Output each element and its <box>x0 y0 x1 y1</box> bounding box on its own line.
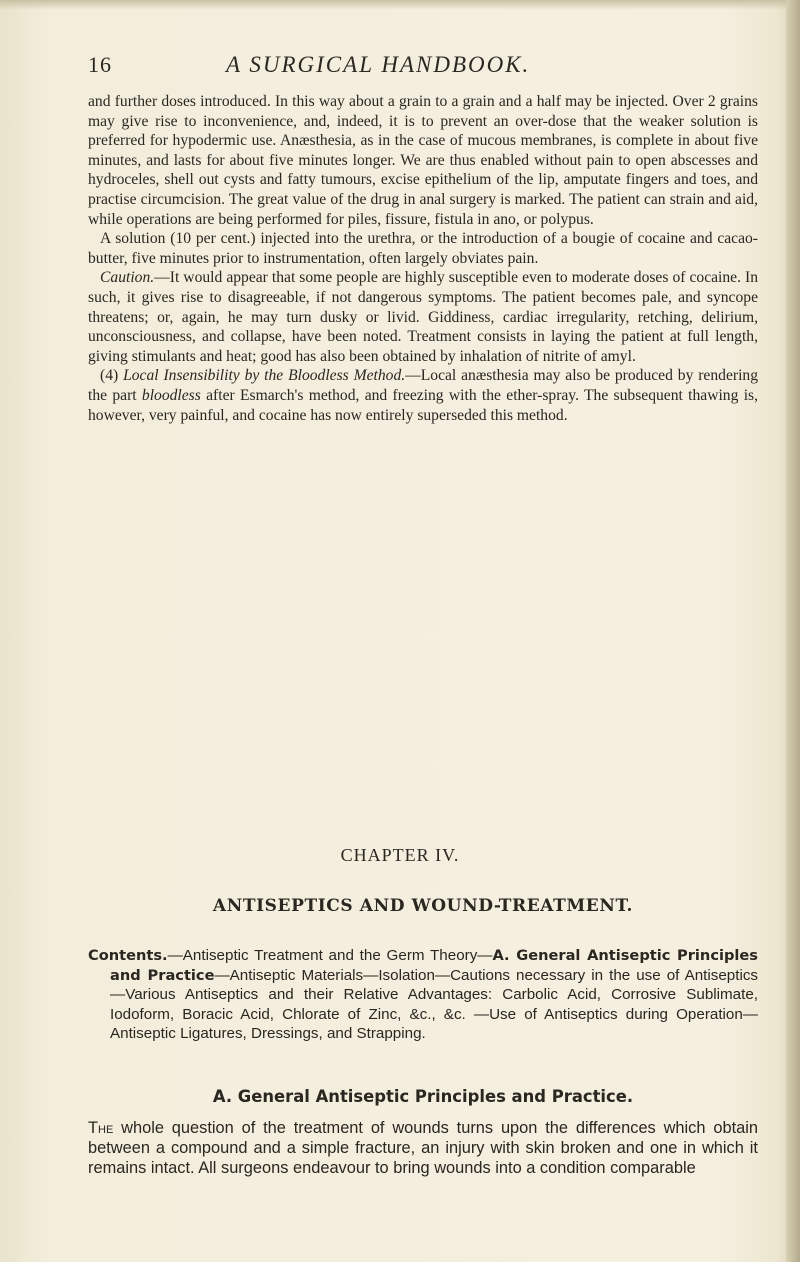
body-text <box>88 92 758 425</box>
caution-lead: Caution. <box>100 269 155 287</box>
chapter-contents: Contents.—Antiseptic Treatment and the Germ Theory—A. General Antiseptic Principles and Practice—Antiseptic Materials—Isolation—Cautions necessary in the use of Antiseptics—Various Antiseptics and their Relative Advantages: Carbolic Acid, Corrosive Sublimate, Iodoform, Boracic Acid, Chlorate of Zinc, &c., &c. —Use of Antiseptics during Operation—Antiseptic Ligatures, Dressings, and Strapping. <box>88 947 759 1043</box>
contents-section-a: A. General Antiseptic Principles and Practice <box>110 947 758 984</box>
page-top-shadow <box>0 0 800 10</box>
paragraph-caution: Caution.—It would appear that some people are highly susceptible even to moderate doses of cocaine. In such, it gives rise to disagreeable, if not dangerous symptoms. The patient becomes pale, and syncope threatens; or, again, he may turn dusky or livid. Giddiness, cardiac irregularity, retching, delirium, unconsciousness, and collapse, have been noted. Treatment consists in laying the patient at full length, giving stimulants and heat; good has also been obtained by inhalation of nitrite of amyl. <box>88 269 758 365</box>
section-subheading: A. General Antiseptic Principles and Practice. <box>212 1087 634 1106</box>
item-number: (4) <box>100 367 119 385</box>
final-paragraph: The whole question of the treatment of wounds turns upon the differences which obtain between a compound and a simple fracture, an injury with skin broken and one in which it remains intact. All surgeons endeavour to bring wounds into a condition comparable <box>88 1119 758 1177</box>
paragraph-urethra: A solution (10 per cent.) injected into the urethra, or the introduction of a bougie of cocaine and cacao-butter, five minutes prior to instrumentation, often largely obviates pain. <box>88 230 758 267</box>
page-number: 16 <box>88 52 112 77</box>
paragraph-continued: and further doses introduced. In this way about a grain to a grain and a half may be injected. Over 2 grains may give rise to inconvenience, and, indeed, it is to prevent an over-dose that the weaker solution is preferred for hypodermic use. Anæsthesia, as in the case of mucous membranes, is complete in about five minutes, and lasts for about five minutes longer. We are thus enabled without pain to open abscesses and hydroceles, shell out cysts and fatty tumours, excise epithelium of the lip, amputate fingers and toes, and practise circumcision. The great value of the drug in anal surgery is marked. The patient can strain and aid, while operations are being performed for piles, fissure, fistula in ano, or polypus. <box>88 93 758 228</box>
bloodless-lead: Local Insensibility by the Bloodless Method. <box>123 367 406 385</box>
contents-label: Contents. <box>88 947 168 964</box>
first-word: The <box>88 1119 114 1137</box>
chapter-heading: ANTISEPTICS AND WOUND-TREATMENT. <box>212 896 634 916</box>
chapter-title: CHAPTER IV. <box>340 845 460 865</box>
running-head: A SURGICAL HANDBOOK. <box>226 52 531 77</box>
paragraph-bloodless-method: (4) Local Insensibility by the Bloodless Method.—Local anæsthesia may also be produced by rendering the part bloodless after Esmarch's method, and freezing with the ether-spray. The subsequent thawing is, however, very painful, and cocaine has now entirely superseded this method. <box>88 367 758 424</box>
page-header <box>88 52 758 92</box>
emphasis-bloodless: bloodless <box>141 386 201 404</box>
page-right-edge <box>786 0 800 1262</box>
